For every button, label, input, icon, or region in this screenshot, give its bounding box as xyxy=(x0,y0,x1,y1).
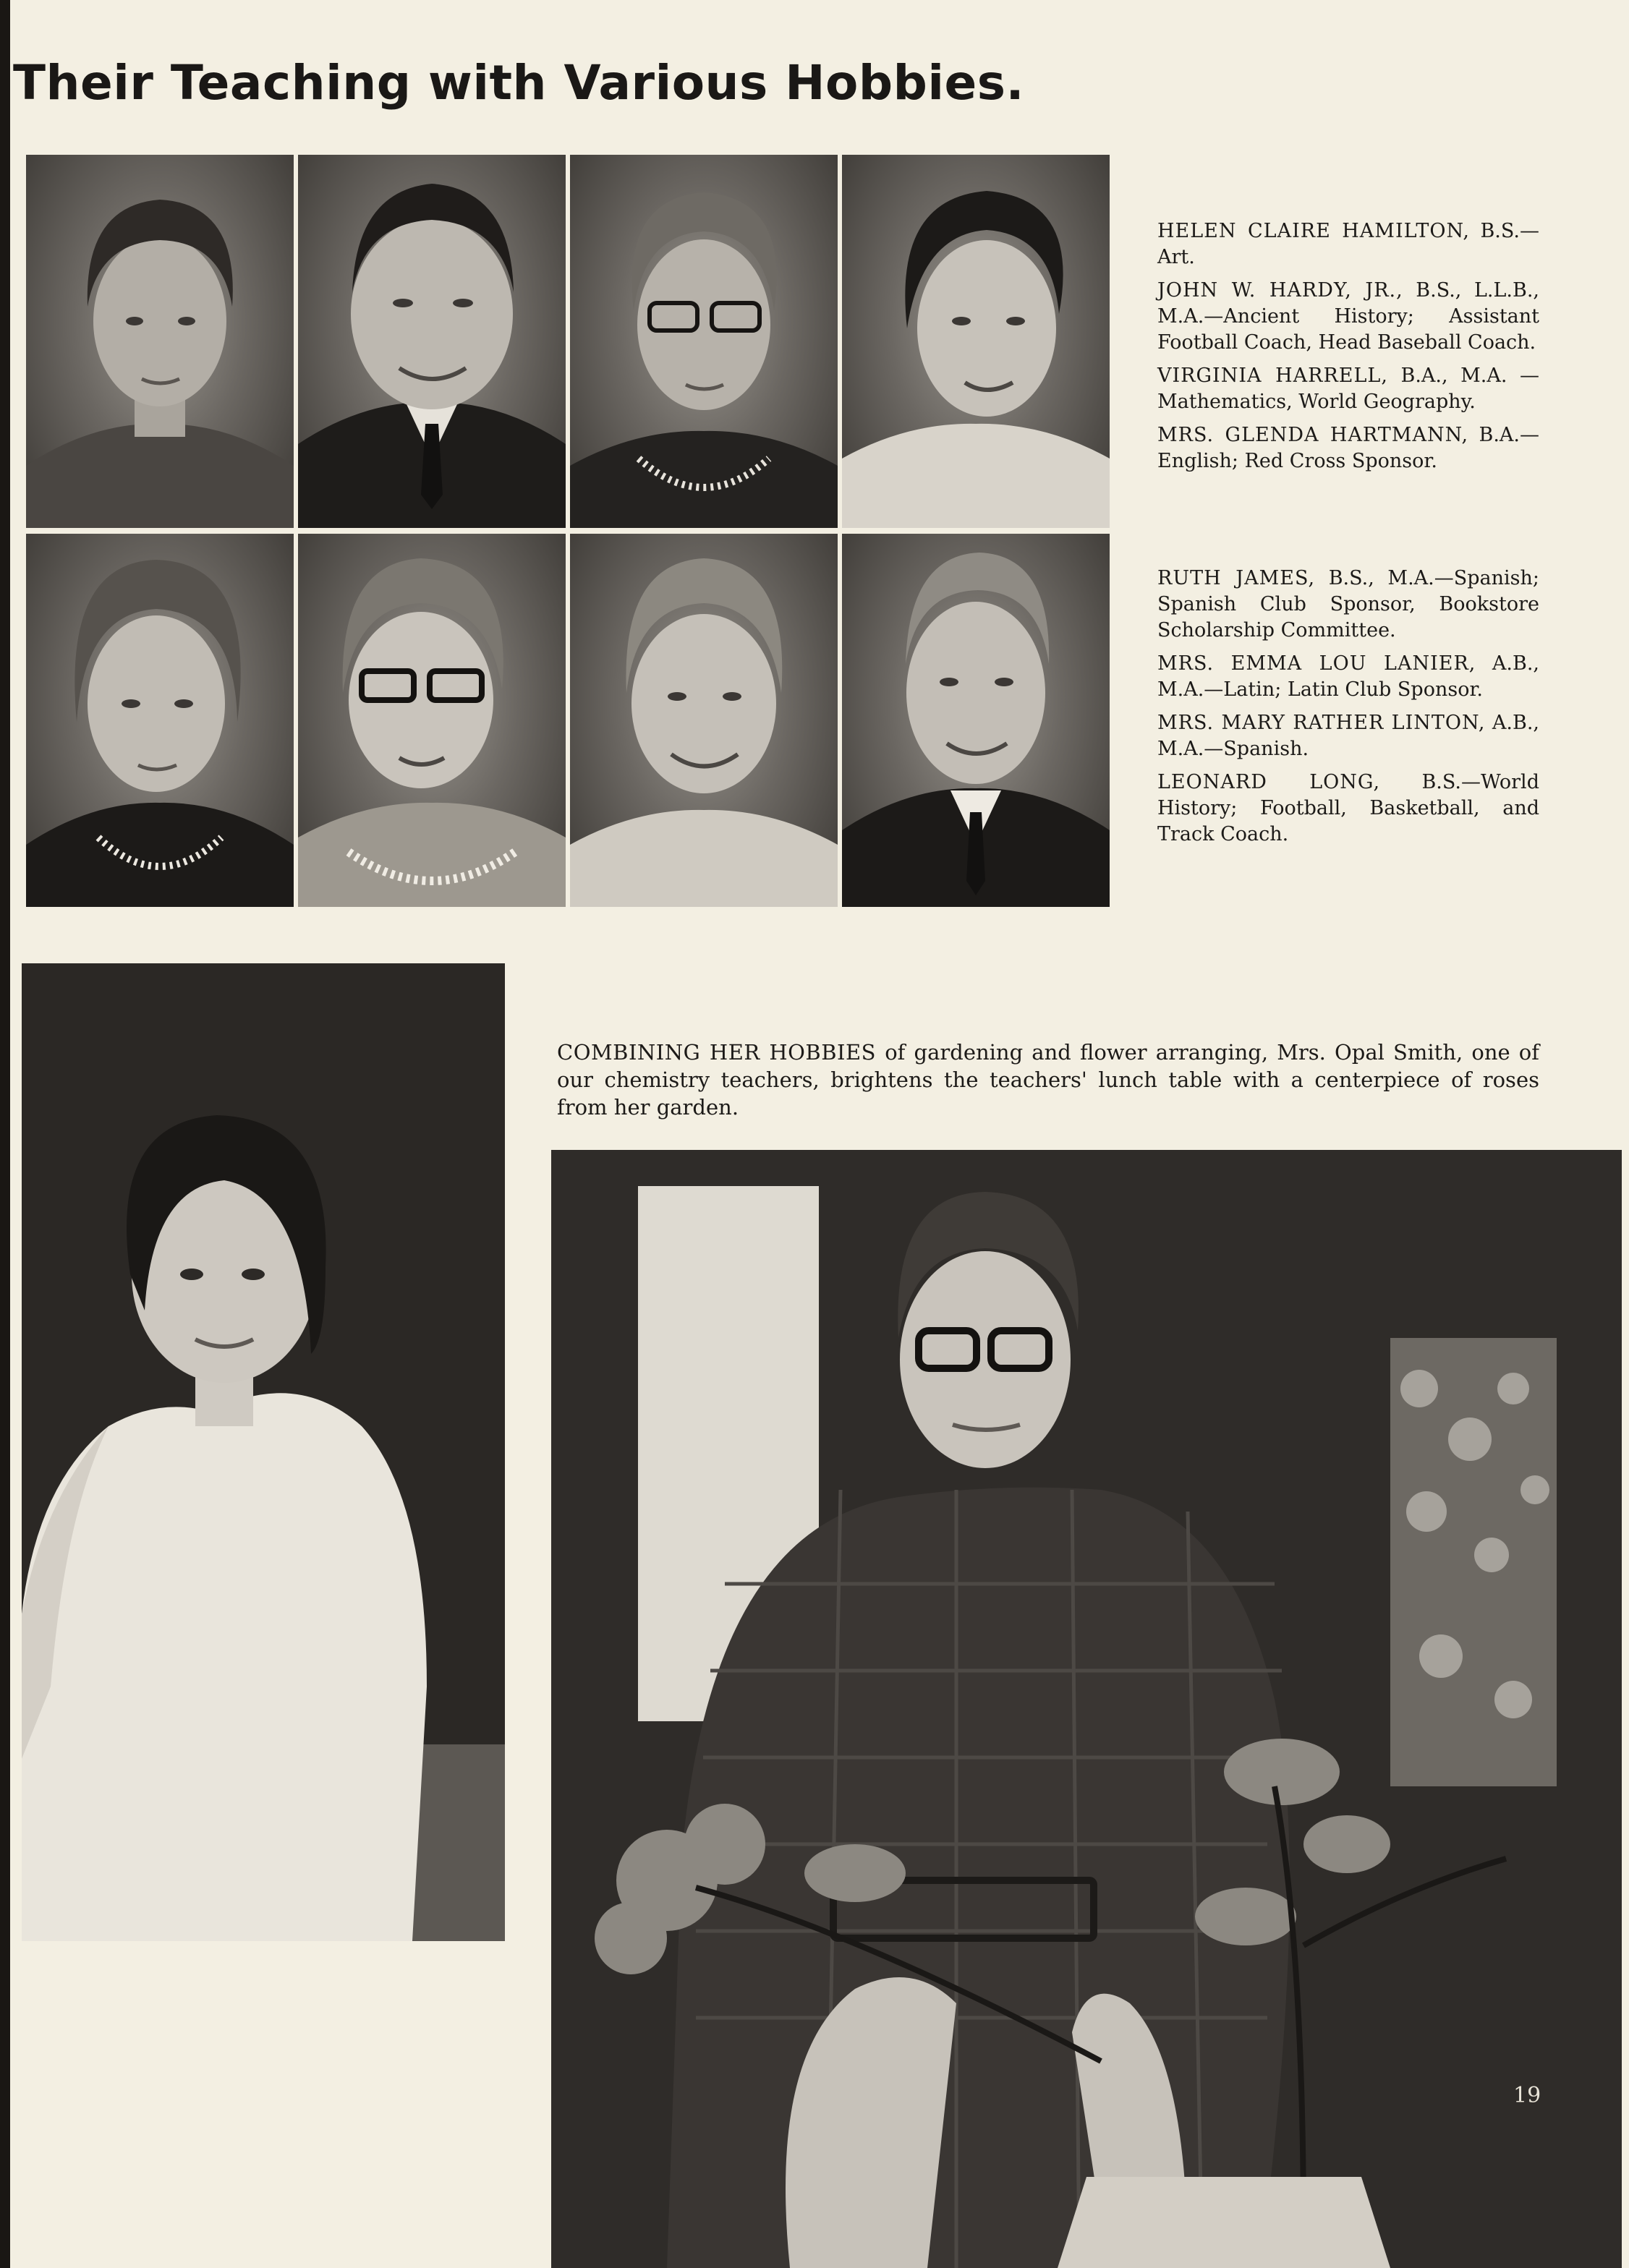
caption-lead: COMBINING HER HOBBIES xyxy=(557,1040,877,1065)
faculty-details: B.S.—World History; Football, Basketball, and Track Coach. xyxy=(1157,771,1539,845)
faculty-details: A.B., M.A.—Latin; Latin Club Sponsor. xyxy=(1157,652,1539,701)
faculty-details: B.S.—Art. xyxy=(1157,220,1539,268)
faculty-details: B.A., M.A. —Mathematics, World Geography. xyxy=(1157,364,1540,413)
portrait-glenda-hartmann xyxy=(842,155,1110,528)
portrait-ruth-james xyxy=(26,534,294,907)
faculty-name: MRS. GLENDA HARTMANN, xyxy=(1157,424,1469,446)
faculty-entry xyxy=(1157,422,1539,474)
photo-woman-light-dress xyxy=(22,963,505,1941)
faculty-name: LEONARD LONG, xyxy=(1157,771,1381,793)
faculty-name: JOHN W. HARDY, JR., xyxy=(1157,279,1403,302)
portrait-emma-lou-lanier xyxy=(298,534,566,907)
faculty-entry xyxy=(1157,770,1539,848)
photo-opal-smith-roses xyxy=(551,1150,1622,2268)
faculty-details: B.S., M.A.—Spanish; Spanish Club Sponsor, Bookstore Scholarship Committee. xyxy=(1157,567,1539,641)
faculty-entry xyxy=(1157,278,1539,356)
portrait-john-w-hardy xyxy=(298,155,566,528)
faculty-name: HELEN CLAIRE HAMILTON, xyxy=(1157,220,1470,242)
portrait-mary-rather-linton xyxy=(570,534,838,907)
faculty-details: B.S., L.L.B., M.A.—Ancient History; Assistant Football Coach, Head Baseball Coach. xyxy=(1157,279,1539,354)
faculty-entry xyxy=(1157,710,1539,762)
faculty-name: MRS. MARY RATHER LINTON, xyxy=(1157,712,1486,734)
faculty-details: A.B., M.A.—Spanish. xyxy=(1157,712,1539,760)
caption-text: of gardening and flower arranging, Mrs. Opal Smith, one of our chemistry teachers, brightens the teachers' lunch table with a centerpiece of roses from her garden. xyxy=(557,1040,1539,1120)
faculty-entry xyxy=(1157,566,1539,644)
page-headline: Their Teaching with Various Hobbies. xyxy=(13,55,1025,111)
faculty-list-group-2 xyxy=(1157,566,1539,855)
faculty-name: MRS. EMMA LOU LANIER, xyxy=(1157,652,1476,675)
page-edge xyxy=(0,0,10,2268)
faculty-name: RUTH JAMES, xyxy=(1157,567,1316,589)
portrait-helen-claire-hamilton xyxy=(26,155,294,528)
faculty-details: B.A.—English; Red Cross Sponsor. xyxy=(1157,424,1539,472)
faculty-entry xyxy=(1157,651,1539,703)
faculty-entry xyxy=(1157,363,1539,415)
portrait-virginia-harrell xyxy=(570,155,838,528)
page-number: 19 xyxy=(1513,2083,1541,2108)
photo-caption xyxy=(557,1039,1539,1121)
faculty-name: VIRGINIA HARRELL, xyxy=(1157,364,1388,387)
portrait-leonard-long xyxy=(842,534,1110,907)
faculty-list-group-1 xyxy=(1157,218,1539,482)
faculty-entry xyxy=(1157,218,1539,270)
